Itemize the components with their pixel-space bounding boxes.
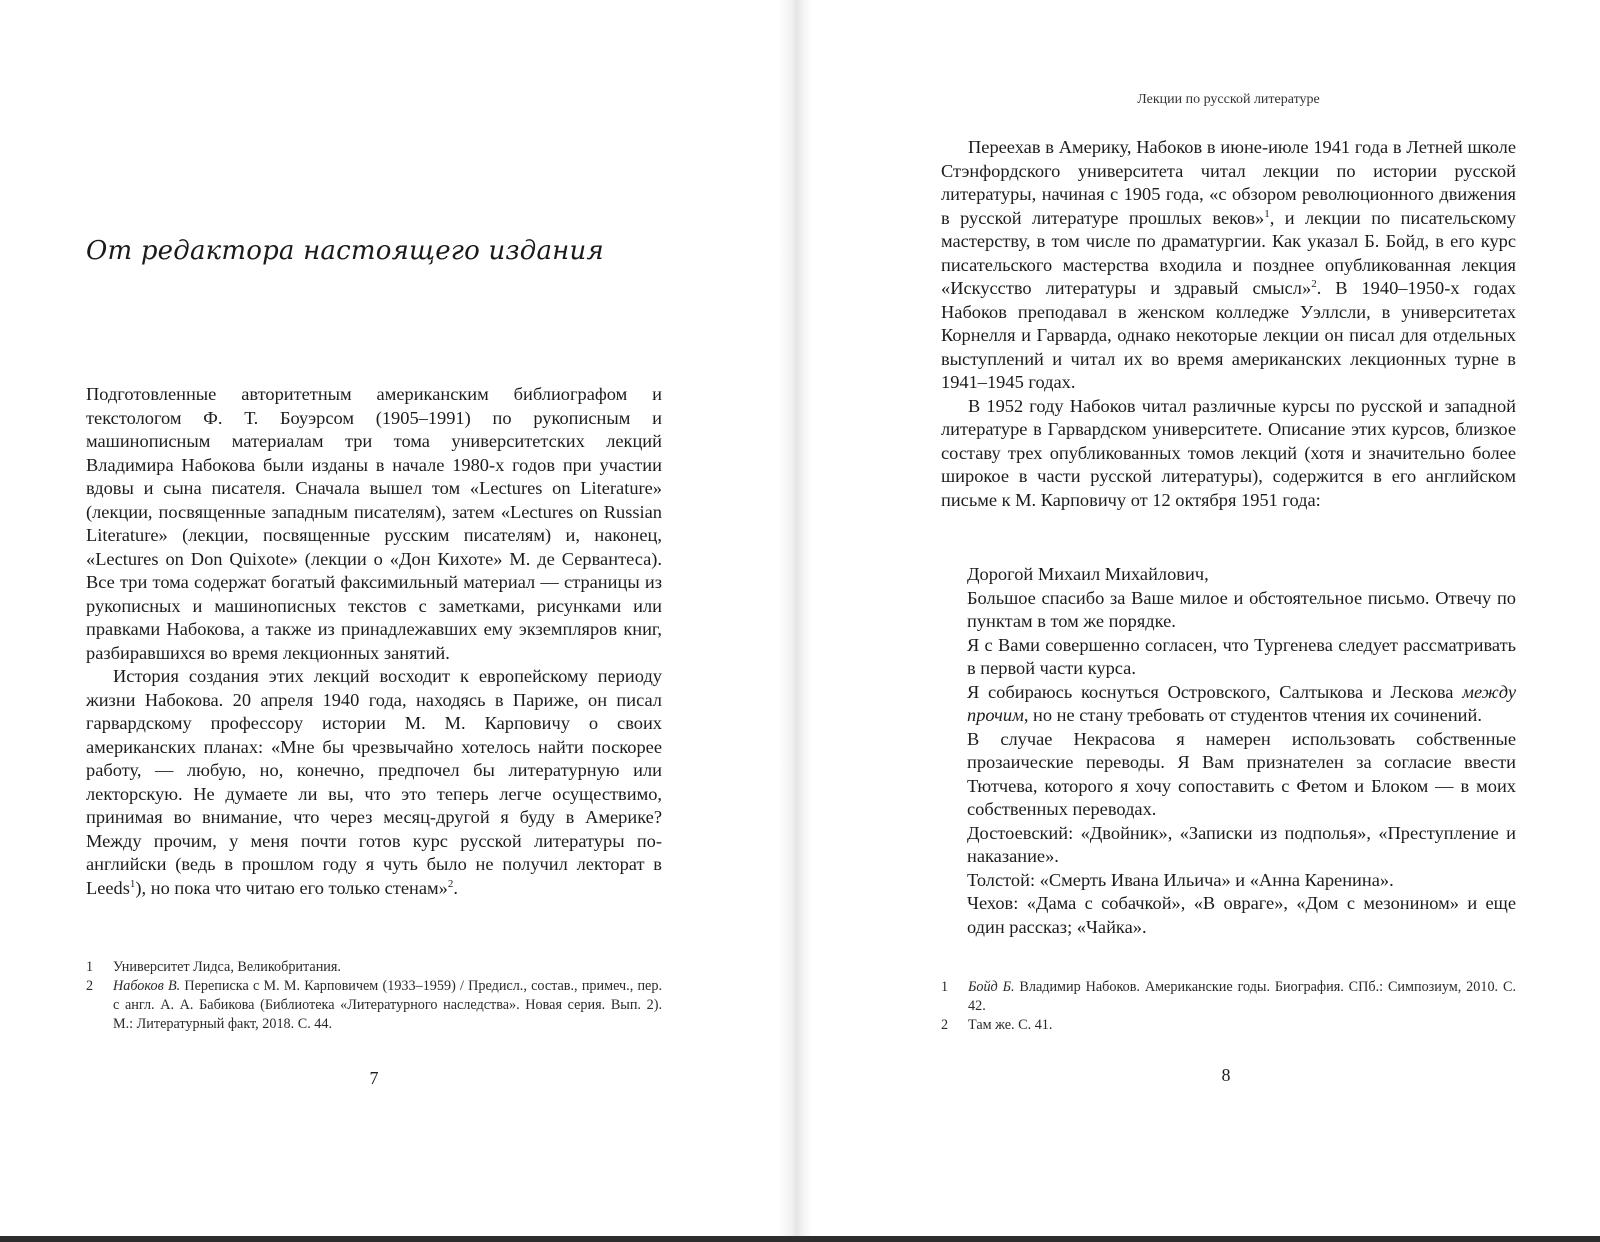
footnote-item [941,1016,1516,1035]
footnote-author: Бойд Б. [968,979,1015,995]
letter-line: В случае Некрасова я намерен использовать собственные прозаические переводы. Я Вам признателен за согласие ввести Тютчева, которого я хочу сопоставить с Фетом и Блоком — в моих собственных переводах. [967,728,1516,819]
left-paragraph-2-tail: ), но пока что читаю его только стенам» [135,877,448,898]
footnote-author: Набоков В. [113,978,181,994]
bottom-edge-bar [0,1236,1600,1242]
footnote-ref-1[interactable]: 1 [1264,207,1270,220]
letter-line: Я с Вами совершенно согласен, что Тургенева следует рассматривать в первой части курса. [967,634,1516,678]
footnote-number: 2 [941,1017,949,1033]
right-paragraph-1 [941,136,1516,395]
footnote-item [86,958,662,977]
letter-line: Достоевский: «Двойник», «Записки из подполья», «Преступление и наказание». [967,822,1516,866]
letter-line-italic: между прочим [967,681,1516,725]
letter-greeting: Дорогой Михаил Михайлович, [967,564,1209,584]
left-paragraph-1: Подготовленные авторитетным американским библиографом и текстологом Ф. Т. Боуэрсом (1905–1991) по рукописным и машинописным материалам три тома университетских лекций Владимира Набокова были изданы в начале 1980-х годов при участии вдовы и сына писателя. Сначала вышел том «Lectures on Literature» (лекции, посвященные западным писателям), затем «Lectures on Russian Literature» (лекции, посвященные русским писателям) и, наконец, «Lectures on Don Quixote» (лекции о «Дон Кихоте» М. де Сервантеса). Все три тома содержат богатый факсимильный материал — страницы из рукописных и машинописных текстов с заметками, рисунками или правками Набокова, а также из принадлежавших ему экземпляров книг, разбиравшихся во время лекционных занятий. [86,384,662,663]
letter-line: Толстой: «Смерть Ивана Ильича» и «Анна Каренина». [967,869,1394,890]
footnote-number: 1 [941,979,949,995]
letter-quote [967,563,1516,939]
footnote-number: 2 [86,978,94,994]
footnote-text [968,978,1516,1016]
footnote-ref-1[interactable]: 1 [129,877,136,890]
footnote-text [113,977,662,1034]
footnote-text: Университет Лидса, Великобритания. [113,959,341,975]
letter-line: Чехов: «Дама с собачкой», «В овраге», «Дом с мезонином» и еще один рассказ; «Чайка». [967,893,1516,937]
right-paragraph-2: В 1952 году Набоков читал различные курсы по русской и западной литературе в Гарвардском университете. Описание этих курсов, близкое составу трех опубликованных томов лекций (хотя и значительно более широкое в части русской литературы), содержится в его английском письме к М. Карповичу от 12 октября 1951 года: [941,395,1516,510]
footnote-text: Там же. С. 41. [968,1017,1053,1033]
letter-line-b: , но не стану требовать от студентов чтения их сочинений. [1023,705,1482,725]
right-paragraph-1-c: . В 1940–1950-х годах Набоков преподавал в женском колледже Уэллсли, в университетах Корнелля и Гарварда, однако некоторые лекции он писал для отдельных выступлений и читал их во время американских лекционных турне в 1941–1945 годах. [941,278,1516,392]
footnote-ref-2[interactable]: 2 [1311,277,1317,290]
footnote-body: Переписка с М. М. Карповичем (1933–1959) / Предисл., состав., примеч., пер. с англ. А. А. Бабикова (Библиотека «Литературного наследства». Новая серия. Вып. 2). М.: Литературный факт, 2018. С. 44. [113,978,662,1032]
letter-line: Большое спасибо за Ваше милое и обстоятельное письмо. Отвечу по пунктам в том же порядке. [967,587,1516,631]
right-page-body [941,136,1516,512]
letter-line-a: Я собираюсь коснуться Островского, Салтыкова и Лескова [967,681,1463,702]
right-footnotes [941,978,1516,1035]
right-paragraph-1-a: Переехав в Америку, Набоков в июне-июле 1941 года в Летней школе Стэнфордского университета читал лекции по истории русской литературы, начиная с 1905 года, «с обзором революционного движения в русской литературе прошлых веков» [941,137,1516,228]
footnote-number: 1 [86,959,94,975]
footnote-item [941,978,1516,1016]
right-paragraph-1-b: , и лекции по писательскому мастерству, в том числе по драматургии. Как указал Б. Бойд, в его курс писательского мастерства входила и позднее опубликованная лекция «Искусство литературы и здравый смысл» [941,207,1516,298]
page-number: 7 [369,1068,379,1088]
chapter-title: От редактора настоящего издания [86,236,604,266]
footnote-item [86,977,662,1034]
left-paragraph-2-text: История создания этих лекций восходит к европейскому периоду жизни Набокова. 20 апреля 1940 года, находясь в Париже, он писал гарвардскому профессору истории М. М. Карповичу о своих американских планах: «Мне бы чрезвычайно хотелось найти поскорее работу, — любую, но, конечно, предпочел бы литературную или лекторскую. Не думаете ли вы, что это теперь легче осуществимо, принимая во внимание, что через месяц-другой я буду в Америке? Между прочим, у меня почти готов курс русской литературы по-английски (ведь в прошлом году я чуть было не получил лекторат в Leeds [86,666,662,898]
footnote-ref-2[interactable]: 2 [447,877,454,890]
running-head: Лекции по русской литературе [1137,92,1320,107]
page-number: 8 [1221,1065,1231,1085]
footnote-body: Владимир Набоков. Американские годы. Биография. СПб.: Симпозиум, 2010. С. 42. [968,979,1516,1014]
left-page-body [86,383,662,900]
left-paragraph-2 [86,665,662,900]
letter-line [967,681,1516,728]
left-footnotes [86,958,662,1034]
left-paragraph-2-end: . [453,877,458,898]
book-gutter-shadow [778,0,812,1236]
